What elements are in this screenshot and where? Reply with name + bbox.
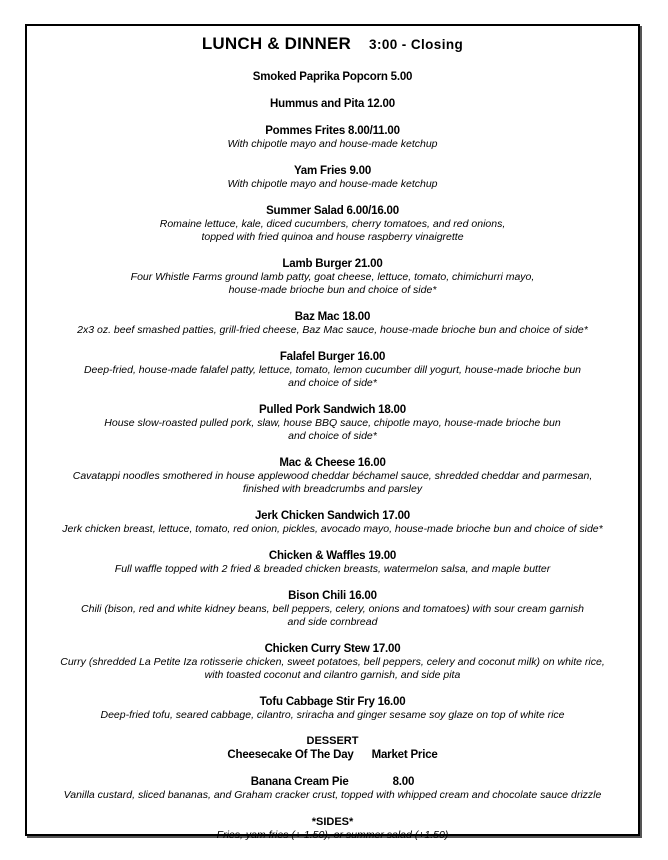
- menu-item-name: Yam Fries 9.00: [293, 165, 372, 177]
- menu-item: [27, 164, 638, 191]
- description-line: and side cornbread: [287, 616, 378, 628]
- menu-item-name: Pulled Pork Sandwich 18.00: [259, 404, 406, 416]
- menu-item-name: Chicken & Waffles 19.00: [268, 550, 397, 562]
- dessert-heading: DESSERT: [306, 735, 359, 747]
- dessert-item-banana: [27, 775, 638, 789]
- menu-item-name: Hummus and Pita 12.00: [270, 98, 395, 110]
- menu-item-description: [27, 271, 638, 297]
- dessert-item-price: 8.00: [392, 776, 415, 788]
- menu-item-name: Summer Salad 6.00/16.00: [266, 205, 399, 217]
- menu-item: [27, 257, 638, 297]
- dessert-item-cheesecake: [27, 748, 638, 762]
- menu-item-name: Chicken Curry Stew 17.00: [264, 643, 401, 655]
- menu-item-name: Pommes Frites 8.00/11.00: [265, 125, 400, 137]
- menu-item-name: Lamb Burger 21.00: [282, 258, 383, 270]
- dessert-item-name: Cheesecake Of The Day: [227, 749, 354, 761]
- description-line: topped with fried quinoa and house raspberry vinaigrette: [201, 231, 464, 243]
- dessert-item-price: Market Price: [371, 749, 438, 761]
- menu-item-name: Baz Mac 18.00: [294, 311, 371, 323]
- menu-item-description: [27, 470, 638, 496]
- menu-item-name: Smoked Paprika Popcorn 5.00: [252, 71, 413, 83]
- menu-item-name: Jerk Chicken Sandwich 17.00: [254, 510, 411, 522]
- menu-title: LUNCH & DINNER: [201, 34, 352, 53]
- menu-item-description: [27, 364, 638, 390]
- menu-item: [27, 97, 638, 111]
- dessert-item-name: Banana Cream Pie: [250, 776, 349, 788]
- menu-item: [27, 589, 638, 629]
- menu-item: [27, 350, 638, 390]
- description-line: Four Whistle Farms ground lamb patty, goat cheese, lettuce, tomato, chimichurri mayo,: [130, 271, 535, 283]
- menu-item-description: [27, 138, 638, 151]
- menu-item: [27, 124, 638, 151]
- description-line: Chili (bison, red and white kidney beans, bell peppers, celery, onions and tomatoes) with sour cream garnish: [81, 603, 584, 615]
- menu-item: [27, 70, 638, 84]
- menu-item: [27, 403, 638, 443]
- menu-item-description: [27, 656, 638, 682]
- menu-item: [27, 310, 638, 337]
- sides-description: Fries, yam fries (+ 1.50), or summer salad (+1.50): [216, 829, 449, 841]
- menu-item: [27, 456, 638, 496]
- description-line: and choice of side*: [288, 430, 377, 442]
- description-line: finished with breadcrumbs and parsley: [242, 483, 423, 495]
- description-line: Deep-fried tofu, seared cabbage, cilantro, sriracha and ginger sesame soy glaze on top of white rice: [100, 709, 565, 721]
- menu-item-description: [27, 523, 638, 536]
- menu-item-description: [27, 178, 638, 191]
- description-line: 2x3 oz. beef smashed patties, grill-fried cheese, Baz Mac sauce, house-made brioche bun and choice of side*: [77, 324, 588, 336]
- menu-item: [27, 509, 638, 536]
- menu-item-description: [27, 218, 638, 244]
- description-line: and choice of side*: [288, 377, 377, 389]
- dessert-section: [27, 734, 638, 802]
- menu-item-description: [27, 563, 638, 576]
- dessert-item-description: Vanilla custard, sliced bananas, and Graham cracker crust, topped with whipped cream and chocolate sauce drizzle: [63, 789, 602, 801]
- menu-item: [27, 642, 638, 682]
- menu-items: [27, 70, 638, 722]
- menu-item-name: Falafel Burger 16.00: [279, 351, 386, 363]
- description-line: With chipotle mayo and house-made ketchup: [227, 138, 438, 150]
- menu-item-description: [27, 603, 638, 629]
- description-line: With chipotle mayo and house-made ketchup: [227, 178, 438, 190]
- menu-item-name: Mac & Cheese 16.00: [279, 457, 386, 469]
- menu-item-description: [27, 417, 638, 443]
- description-line: Jerk chicken breast, lettuce, tomato, red onion, pickles, avocado mayo, house-made brioche bun and choice of side*: [62, 523, 603, 535]
- menu-page: [27, 30, 638, 842]
- description-line: with toasted coconut and cilantro garnish, and side pita: [204, 669, 461, 681]
- description-line: House slow-roasted pulled pork, slaw, house BBQ sauce, chipotle mayo, house-made brioche bun: [104, 417, 561, 429]
- menu-item: [27, 695, 638, 722]
- menu-item: [27, 204, 638, 244]
- description-line: house-made brioche bun and choice of side*: [228, 284, 437, 296]
- menu-header: [27, 30, 638, 58]
- description-line: Deep-fried, house-made falafel patty, lettuce, tomato, lemon cucumber dill yogurt, house-made brioche bun: [83, 364, 582, 376]
- sides-heading: *SIDES*: [311, 816, 354, 828]
- menu-item-name: Tofu Cabbage Stir Fry 16.00: [259, 696, 406, 708]
- menu-item-name: Bison Chili 16.00: [288, 590, 377, 602]
- description-line: Curry (shredded La Petite Iza rotisserie chicken, sweet potatoes, bell peppers, celery and coconut milk) on white rice,: [60, 656, 605, 668]
- menu-hours: 3:00 - Closing: [369, 37, 464, 52]
- description-line: Cavatappi noodles smothered in house applewood cheddar béchamel sauce, shredded cheddar and parmesan,: [72, 470, 593, 482]
- menu-item-description: [27, 709, 638, 722]
- description-line: Full waffle topped with 2 fried & breaded chicken breasts, watermelon salsa, and maple butter: [114, 563, 551, 575]
- menu-item-description: [27, 324, 638, 337]
- menu-item: [27, 549, 638, 576]
- sides-section: [27, 815, 638, 842]
- description-line: Romaine lettuce, kale, diced cucumbers, cherry tomatoes, and red onions,: [159, 218, 506, 230]
